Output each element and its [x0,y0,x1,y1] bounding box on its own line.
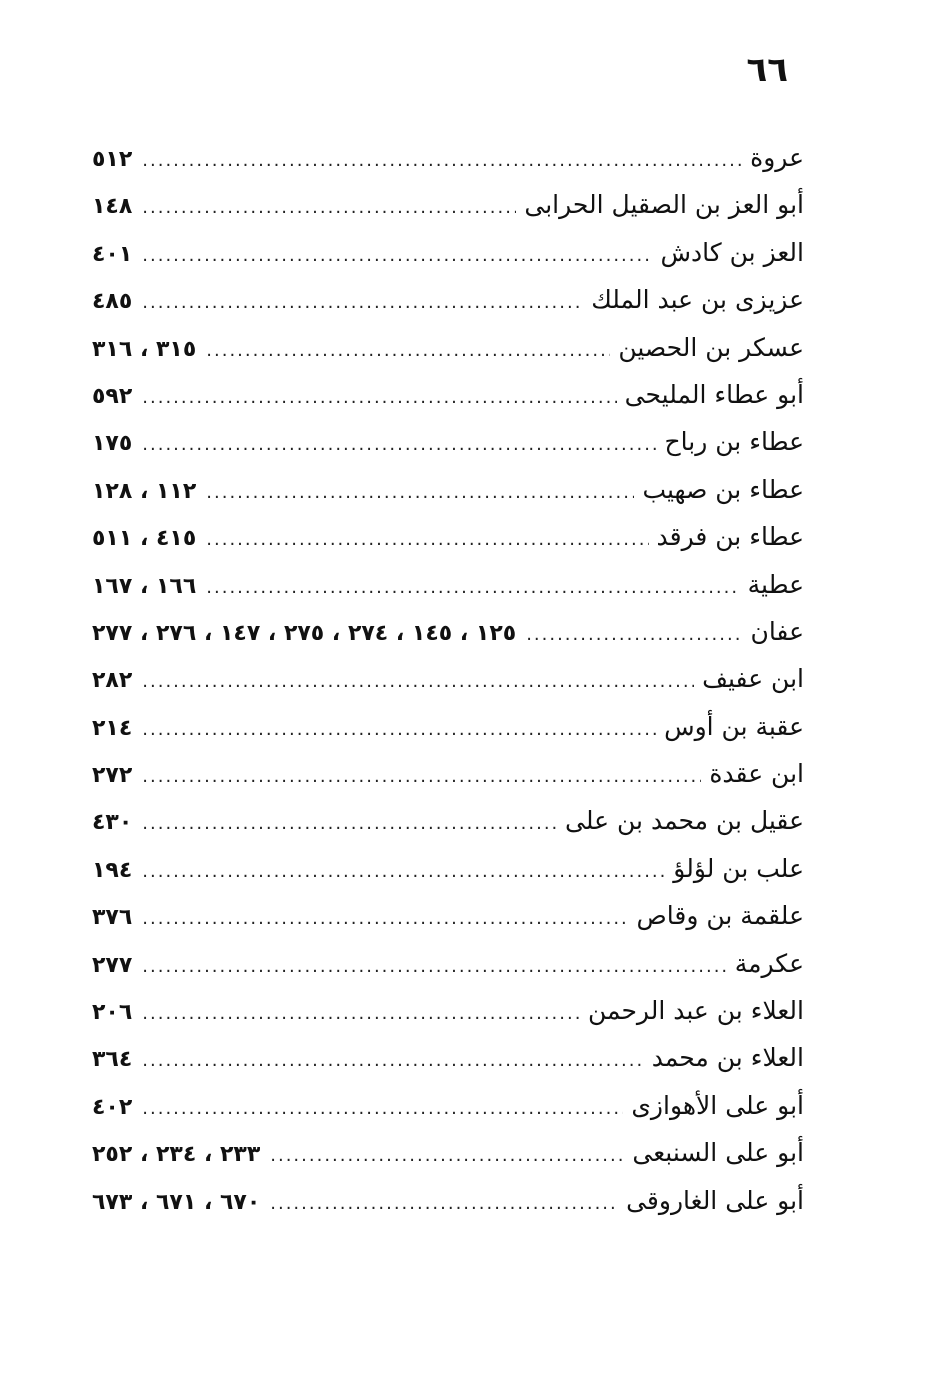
entry-pages: ٣٦٤ [92,1047,133,1073]
leader-dots [142,753,701,800]
entry-pages: ٢٨٢ [92,668,133,694]
index-entry [92,324,804,371]
entry-pages: ١٢٥ ، ١٤٥ ، ٢٧٤ ، ٢٧٥ ، ١٤٧ ، ٢٧٦ ، ٢٧٧ [92,620,517,646]
entry-name: عسكر بن الحصين [618,332,804,362]
leader-dots [142,990,580,1037]
entry-name: علب بن لؤلؤ [673,853,804,883]
index-entry [92,987,804,1034]
index-entry [92,1034,804,1081]
index-entry [92,892,804,939]
index-entry [92,608,804,655]
entry-pages: ٢٠٦ [92,1000,133,1026]
leader-dots [142,421,656,468]
name-index-list [92,134,804,1224]
leader-dots [142,279,583,326]
entry-pages: ٢٧٧ [92,952,133,978]
page-number: ٦٦ [746,50,788,90]
entry-name: أبو العز بن الصقيل الحرابى [524,190,804,220]
entry-name: عطاء بن رباح [664,427,804,457]
entry-pages: ٥٩٢ [92,383,133,409]
entry-name: العلاء بن محمد [651,1043,804,1073]
index-entry [92,513,804,560]
entry-pages: ٤٠١ [92,241,133,267]
leader-dots [142,184,516,231]
index-entry [92,940,804,987]
leader-dots [142,800,557,847]
entry-name: عفان [750,616,804,646]
entry-name: ابن عقدة [709,759,804,789]
entry-pages: ٢١٤ [92,715,133,741]
entry-pages: ٤٨٥ [92,289,133,315]
entry-name: ابن عفيف [702,664,804,694]
leader-dots [142,232,652,279]
leader-dots [142,1037,643,1084]
index-entry [92,1177,804,1224]
index-entry [92,797,804,844]
leader-dots [206,516,648,563]
entry-name: عطية [747,569,804,599]
entry-name: العز بن كادش [660,237,804,267]
entry-pages: ٢٣٣ ، ٢٣٤ ، ٢٥٢ [92,1142,261,1168]
leader-dots [142,706,656,753]
leader-dots [142,374,616,421]
index-entry [92,845,804,892]
index-entry [92,229,804,276]
index-entry [92,703,804,750]
index-entry [92,276,804,323]
entry-pages: ٥١٢ [92,147,133,172]
entry-name: العلاء بن عبد الرحمن [587,996,804,1026]
index-entry [92,134,804,181]
entry-pages: ١٦٦ ، ١٦٧ [92,573,197,599]
entry-pages: ٤١٥ ، ٥١١ [92,526,197,552]
leader-dots [526,611,742,658]
entry-name: أبو على الأهوازى [631,1090,804,1120]
leader-dots [206,327,610,374]
index-entry [92,561,804,608]
entry-name: عقيل بن محمد بن على [565,806,804,836]
leader-dots [142,137,742,184]
leader-dots [270,1180,618,1227]
index-entry [92,1129,804,1176]
entry-pages: ١١٢ ، ١٢٨ [92,478,197,504]
entry-pages: ٤٠٢ [92,1094,133,1120]
entry-name: أبو عطاء المليحى [624,379,804,409]
leader-dots [206,564,739,611]
entry-pages: ١٤٨ [92,194,133,220]
index-entry [92,655,804,702]
leader-dots [142,848,665,895]
entry-pages: ٢٧٢ [92,763,133,789]
entry-pages: ٣١٥ ، ٣١٦ [92,336,197,362]
entry-name: أبو على السنبعى [632,1138,804,1168]
leader-dots [206,469,634,516]
leader-dots [270,1132,624,1179]
entry-name: عروة [750,143,804,172]
leader-dots [142,1085,623,1132]
index-entry [92,418,804,465]
entry-pages: ١٧٥ [92,431,133,457]
entry-name: عطاء بن صهيب [642,474,804,504]
index-entry [92,181,804,228]
entry-name: عزيزى بن عبد الملك [591,285,804,315]
entry-pages: ٦٧٠ ، ٦٧١ ، ٦٧٣ [92,1189,261,1215]
entry-name: عقبة بن أوس [664,711,804,741]
entry-pages: ١٩٤ [92,857,133,883]
leader-dots [142,943,726,990]
entry-name: علقمة بن وقاص [636,901,804,931]
entry-pages: ٣٧٦ [92,905,133,931]
entry-name: أبو على الغاروقى [626,1185,804,1215]
entry-name: عكرمة [734,948,804,978]
index-entry [92,750,804,797]
index-entry [92,1082,804,1129]
index-entry [92,371,804,418]
leader-dots [142,895,628,942]
entry-name: عطاء بن فرقد [656,522,804,552]
entry-pages: ٤٣٠ [92,810,133,836]
index-entry [92,466,804,513]
leader-dots [142,658,694,705]
